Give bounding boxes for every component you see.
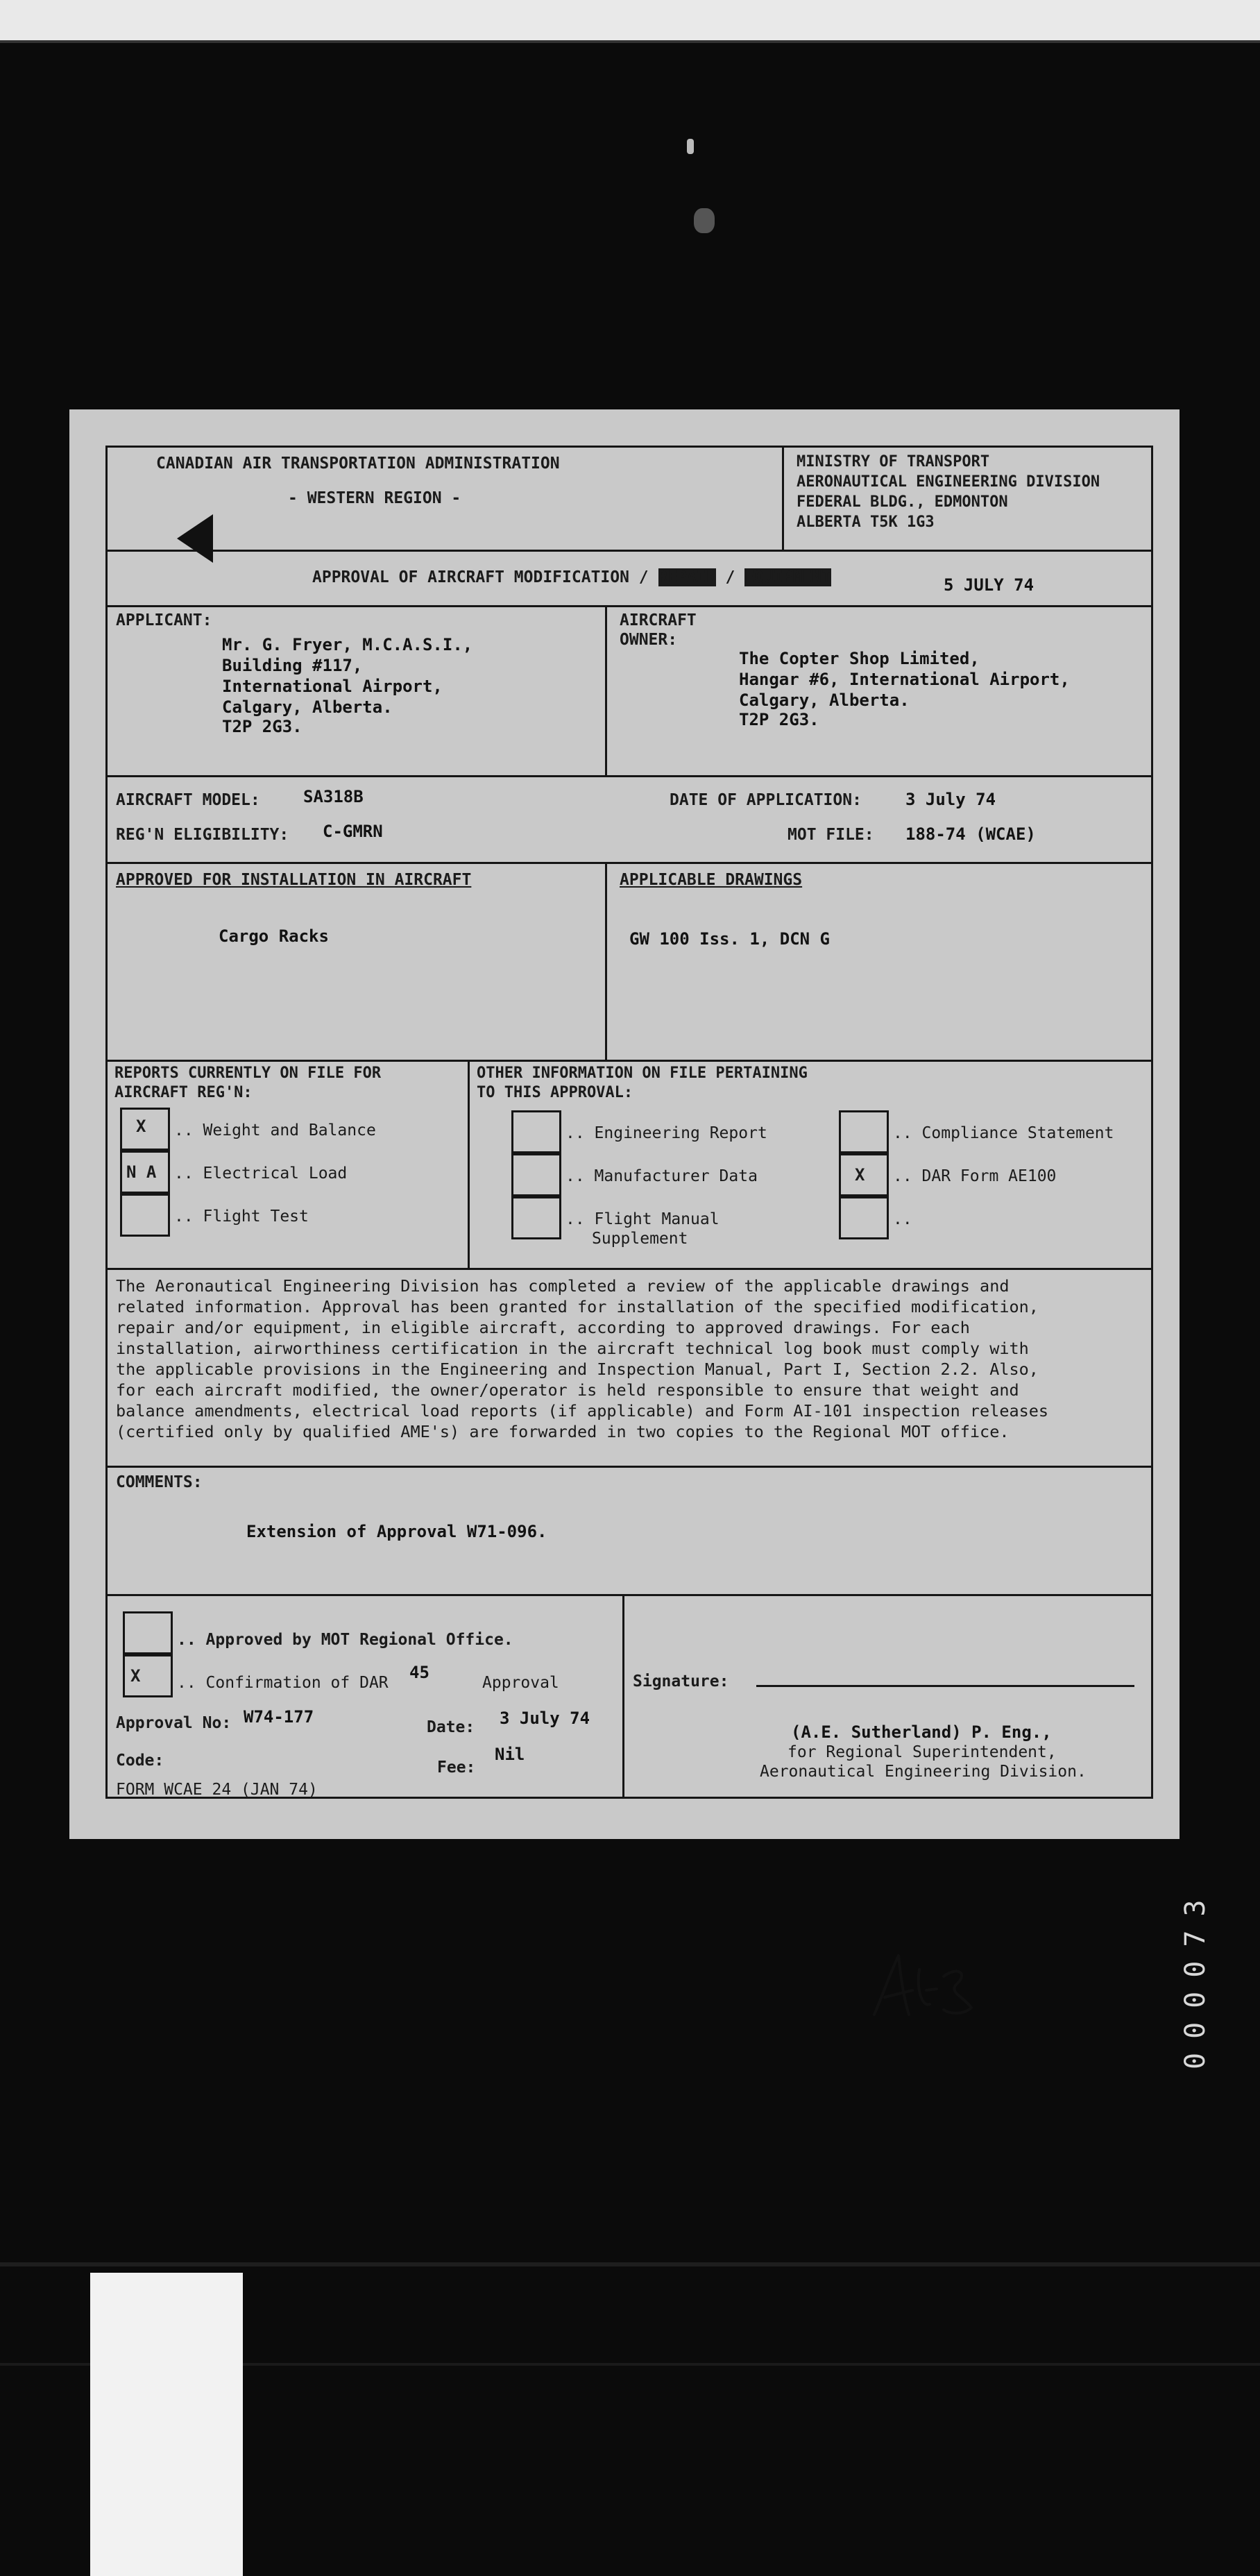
other-info-cell — [470, 1062, 1153, 1268]
approval-form — [105, 446, 1153, 1799]
applicant-line: Calgary, Alberta. — [222, 697, 393, 717]
form-document — [69, 409, 1180, 1839]
approval-no-label: Approval No: — [116, 1714, 232, 1732]
applicant-line: T2P 2G3. — [222, 717, 303, 736]
applicant-line: International Airport, — [222, 677, 443, 696]
film-speck — [694, 208, 715, 233]
info-flight-manual: .. Flight Manual — [565, 1210, 720, 1228]
region-name: - WESTERN REGION - — [288, 489, 461, 507]
date-of-application-value: 3 July 74 — [905, 790, 996, 809]
film-leader-block — [90, 2273, 243, 2576]
owner-line: The Copter Shop Limited, — [739, 649, 980, 668]
header-left — [108, 448, 784, 550]
report-weight-balance: .. Weight and Balance — [174, 1121, 376, 1139]
info-dar-form: .. DAR Form AE100 — [893, 1167, 1057, 1185]
model-label: AIRCRAFT MODEL: — [116, 791, 260, 809]
checkbox-engineering-report[interactable] — [511, 1110, 561, 1153]
applicant-cell — [108, 607, 607, 775]
code-label: Code: — [116, 1752, 164, 1770]
checkbox-flight-test[interactable] — [120, 1194, 170, 1237]
reports-row — [108, 1062, 1151, 1270]
checkbox-electrical-load[interactable]: N A — [120, 1151, 170, 1194]
statement-line: for each aircraft modified, the owner/operator is held responsible to ensure that weight and — [116, 1380, 1019, 1400]
dar-number: 45 — [409, 1663, 429, 1682]
other-info-label: TO THIS APPROVAL: — [477, 1084, 633, 1101]
fee-value: Nil — [495, 1745, 525, 1764]
checkbox-other[interactable] — [839, 1196, 889, 1239]
applicant-line: Building #117, — [222, 656, 363, 675]
film-band — [0, 2262, 1260, 2266]
top-rule — [0, 40, 1260, 43]
agency-name: CANADIAN AIR TRANSPORTATION ADMINISTRATION — [156, 455, 560, 473]
mot-file-value: 188-74 (WCAE) — [905, 824, 1036, 844]
info-compliance-statement: .. Compliance Statement — [893, 1124, 1114, 1142]
statement-line: installation, airworthiness certification in the aircraft technical log book must comply with — [116, 1339, 1029, 1358]
statement-row — [108, 1270, 1151, 1468]
checkbox-approved-by-mot[interactable] — [123, 1611, 173, 1654]
approved-cell — [108, 864, 607, 1060]
province-line: ALBERTA T5K 1G3 — [797, 514, 935, 531]
statement-line: The Aeronautical Engineering Division has completed a review of the applicable drawings and — [116, 1276, 1010, 1296]
owner-label: OWNER: — [620, 631, 678, 649]
mot-file-label: MOT FILE: — [788, 826, 874, 844]
statement-line: balance amendments, electrical load reports (if applicable) and Form AI-101 inspection releases — [116, 1401, 1049, 1421]
info-engineering-report: .. Engineering Report — [565, 1124, 767, 1142]
owner-label: AIRCRAFT — [620, 611, 697, 629]
info-flight-manual-supplement: Supplement — [592, 1230, 688, 1248]
applicant-label: APPLICANT: — [116, 611, 212, 629]
top-margin-strip — [0, 0, 1260, 43]
approval-date-label: Date: — [427, 1718, 475, 1736]
installation-row — [108, 864, 1151, 1062]
drawings-value: GW 100 Iss. 1, DCN G — [629, 929, 830, 949]
struck-equipment: EQUIPMENT — [744, 568, 831, 586]
reports-label: AIRCRAFT REG'N: — [114, 1084, 253, 1101]
statement-line: (certified only by qualified AME's) are forwarded in two copies to the Regional MOT office. — [116, 1422, 1010, 1441]
fee-label: Fee: — [437, 1759, 476, 1777]
checkbox-compliance-statement[interactable] — [839, 1110, 889, 1153]
other-info-label: OTHER INFORMATION ON FILE PERTAINING — [477, 1065, 808, 1082]
header-right — [784, 448, 1153, 550]
info-manufacturer-data: .. Manufacturer Data — [565, 1167, 758, 1185]
statement-line: repair and/or equipment, in eligible aircraft, according to approved drawings. For each — [116, 1318, 970, 1337]
header-row — [108, 448, 1151, 552]
ministry-line: MINISTRY OF TRANSPORT — [797, 453, 990, 471]
frame-number: 000073 — [1180, 1886, 1211, 2069]
approval-row — [108, 1596, 1151, 1799]
confirmation-dar-label: .. Confirmation of DAR — [177, 1674, 389, 1692]
form-title — [312, 568, 831, 586]
comments-row — [108, 1468, 1151, 1596]
approval-cell — [108, 1596, 624, 1799]
dar-approval-suffix: Approval — [482, 1674, 559, 1692]
model-value: SA318B — [303, 787, 364, 806]
approval-date-value: 3 July 74 — [500, 1709, 590, 1728]
approval-no-value: W74-177 — [244, 1707, 314, 1727]
signer-for-line: for Regional Superintendent, — [788, 1743, 1057, 1761]
signature-line — [756, 1685, 1134, 1687]
checkbox-dar-form[interactable]: X — [839, 1153, 889, 1196]
aircraft-row — [108, 777, 1151, 864]
comments-value: Extension of Approval W71-096. — [246, 1522, 547, 1541]
title-prefix: APPROVAL OF AIRCRAFT MODIFICATION / — [312, 568, 649, 586]
comments-label: COMMENTS: — [116, 1473, 203, 1491]
reports-cell — [108, 1062, 470, 1268]
owner-cell — [607, 607, 1153, 775]
owner-line: Hangar #6, International Airport, — [739, 670, 1070, 689]
eligibility-value: C-GMRN — [323, 822, 383, 841]
approved-label: APPROVED FOR INSTALLATION IN AIRCRAFT — [116, 871, 472, 889]
checkbox-manufacturer-data[interactable] — [511, 1153, 561, 1196]
signature-label: Signature: — [633, 1672, 729, 1690]
film-speck — [687, 139, 694, 154]
report-electrical-load: .. Electrical Load — [174, 1164, 348, 1183]
drawings-label: APPLICABLE DRAWINGS — [620, 871, 803, 889]
approved-value: Cargo Racks — [219, 926, 329, 946]
checkbox-weight-balance[interactable]: X — [120, 1108, 170, 1151]
building-line: FEDERAL BLDG., EDMONTON — [797, 493, 1008, 511]
signer-name: (A.E. Sutherland) P. Eng., — [791, 1722, 1052, 1742]
checkbox-flight-manual[interactable] — [511, 1196, 561, 1239]
struck-repair: REPAIR — [658, 568, 716, 586]
reports-label: REPORTS CURRENTLY ON FILE FOR — [114, 1065, 382, 1082]
statement-text — [116, 1276, 1143, 1442]
form-date: 5 JULY 74 — [944, 575, 1035, 595]
date-of-application-label: DATE OF APPLICATION: — [670, 791, 862, 809]
checkbox-confirmation-dar[interactable]: X — [123, 1654, 173, 1697]
eligibility-label: REG'N ELIGIBILITY: — [116, 826, 289, 844]
applicant-line: Mr. G. Fryer, M.C.A.S.I., — [222, 635, 473, 654]
parties-row — [108, 607, 1151, 777]
report-flight-test: .. Flight Test — [174, 1208, 309, 1226]
owner-line: T2P 2G3. — [739, 710, 819, 729]
title-separator: / — [725, 568, 735, 586]
info-other: .. — [893, 1210, 912, 1228]
statement-line: related information. Approval has been granted for installation of the specified modification, — [116, 1297, 1039, 1316]
owner-line: Calgary, Alberta. — [739, 690, 910, 710]
approved-by-mot-label: .. Approved by MOT Regional Office. — [177, 1631, 513, 1649]
statement-line: the applicable provisions in the Engineering and Inspection Manual, Part I, Section 2.2. Also, — [116, 1359, 1039, 1379]
signature-cell — [624, 1596, 1153, 1799]
title-row — [108, 552, 1151, 607]
division-line: AERONAUTICAL ENGINEERING DIVISION — [797, 473, 1100, 491]
form-identifier: FORM WCAE 24 (JAN 74) — [116, 1781, 318, 1799]
drawings-cell — [607, 864, 1153, 1060]
handwritten-signature — [860, 1949, 999, 2025]
signer-division-line: Aeronautical Engineering Division. — [760, 1763, 1087, 1781]
